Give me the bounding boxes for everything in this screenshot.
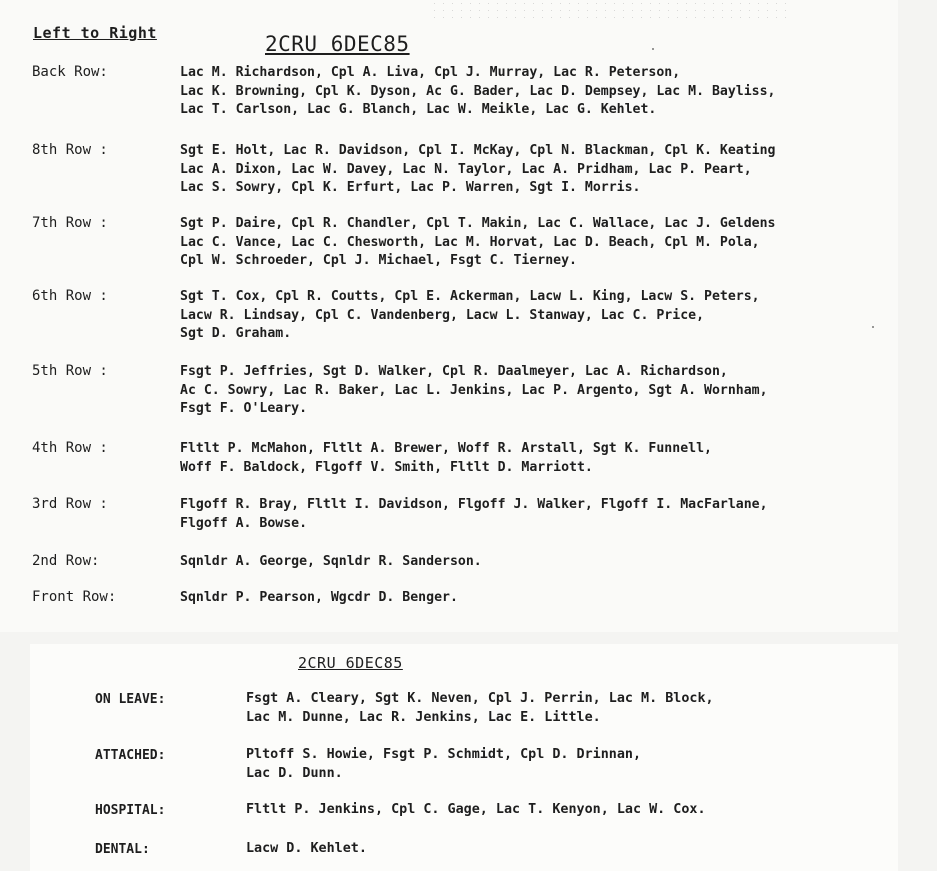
addendum-title: 2CRU 6DEC85 [298, 654, 403, 672]
name-line: Flgoff A. Bowse. [180, 515, 308, 531]
name-line: Pltoff S. Howie, Fsgt P. Schmidt, Cpl D. Drinnan, [246, 747, 642, 762]
section-label-on-leave: ON LEAVE: [95, 692, 166, 707]
name-line: Fltlt P. McMahon, Fltlt A. Brewer, Woff R. Arstall, Sgt K. Funnell, [180, 441, 712, 456]
row-label-back: Back Row: [32, 64, 108, 80]
section-label-dental: DENTAL: [95, 842, 150, 857]
name-line: Sgt E. Holt, Lac R. Davidson, Cpl I. McKay, Cpl N. Blackman, Cpl K. Keating [180, 143, 776, 158]
name-line: Lac K. Browning, Cpl K. Dyson, Ac G. Bader, Lac D. Dempsey, Lac M. Bayliss, [180, 83, 776, 99]
row-label-7th: 7th Row : [32, 215, 108, 231]
left-to-right-heading: Left to Right [33, 24, 157, 42]
row-names-7th [180, 215, 890, 271]
scan-speckle [430, 0, 790, 20]
name-line: Lacw D. Kehlet. [246, 841, 367, 856]
section-names-attached [246, 746, 886, 783]
roster-title: 2CRU 6DEC85 [265, 32, 410, 56]
row-names-front [180, 589, 890, 608]
section-names-hospital [246, 801, 886, 820]
row-label-4th: 4th Row : [32, 440, 108, 456]
section-label-attached: ATTACHED: [95, 748, 166, 763]
name-line: Lac A. Dixon, Lac W. Davey, Lac N. Taylor, Lac A. Pridham, Lac P. Peart, [180, 161, 752, 177]
name-line: Lac M. Richardson, Cpl A. Liva, Cpl J. Murray, Lac R. Peterson, [180, 65, 681, 80]
name-line: Cpl W. Schroeder, Cpl J. Michael, Fsgt C. Tierney. [180, 253, 577, 268]
name-line: Lac S. Sowry, Cpl K. Erfurt, Lac P. Warren, Sgt I. Morris. [180, 180, 641, 195]
name-line: Lac T. Carlson, Lac G. Blanch, Lac W. Meikle, Lac G. Kehlet. [180, 102, 657, 117]
row-label-5th: 5th Row : [32, 363, 108, 379]
name-line: Lac D. Dunn. [246, 765, 343, 781]
section-names-on-leave [246, 690, 886, 727]
name-line: Fltlt P. Jenkins, Cpl C. Gage, Lac T. Kenyon, Lac W. Cox. [246, 802, 706, 817]
name-line: Fsgt F. O'Leary. [180, 401, 308, 416]
row-names-6th [180, 288, 890, 344]
name-line: Flgoff R. Bray, Fltlt I. Davidson, Flgoff J. Walker, Flgoff I. MacFarlane, [180, 497, 768, 512]
row-label-3rd: 3rd Row : [32, 496, 108, 512]
name-line: Fsgt P. Jeffries, Sgt D. Walker, Cpl R. Daalmeyer, Lac A. Richardson, [180, 364, 728, 379]
name-line: Fsgt A. Cleary, Sgt K. Neven, Cpl J. Perrin, Lac M. Block, [246, 691, 714, 706]
name-line: Sgt D. Graham. [180, 326, 292, 341]
name-line: Lac C. Vance, Lac C. Chesworth, Lac M. Horvat, Lac D. Beach, Cpl M. Pola, [180, 234, 760, 250]
row-names-back [180, 64, 890, 120]
row-names-2nd [180, 553, 890, 572]
row-label-8th: 8th Row : [32, 142, 108, 158]
section-names-dental [246, 840, 886, 859]
name-line: Sqnldr A. George, Sqnldr R. Sanderson. [180, 554, 482, 569]
name-line: Sqnldr P. Pearson, Wgcdr D. Benger. [180, 590, 458, 605]
row-names-4th [180, 440, 890, 477]
name-line: Lacw R. Lindsay, Cpl C. Vandenberg, Lacw L. Stanway, Lac C. Price, [180, 307, 705, 323]
row-names-5th [180, 363, 890, 419]
scan-dot [652, 48, 654, 50]
name-line: Sgt T. Cox, Cpl R. Coutts, Cpl E. Ackerman, Lacw L. King, Lacw S. Peters, [180, 289, 760, 304]
row-label-6th: 6th Row : [32, 288, 108, 304]
name-line: Woff F. Baldock, Flgoff V. Smith, Fltlt D. Marriott. [180, 459, 593, 475]
row-names-8th [180, 142, 890, 198]
section-label-hospital: HOSPITAL: [95, 803, 166, 818]
row-label-2nd: 2nd Row: [32, 553, 100, 569]
row-label-front: Front Row: [32, 589, 117, 605]
name-line: Sgt P. Daire, Cpl R. Chandler, Cpl T. Makin, Lac C. Wallace, Lac J. Geldens [180, 216, 776, 231]
row-names-3rd [180, 496, 890, 533]
name-line: Ac C. Sowry, Lac R. Baker, Lac L. Jenkins, Lac P. Argento, Sgt A. Wornham, [180, 382, 768, 398]
name-line: Lac M. Dunne, Lac R. Jenkins, Lac E. Little. [246, 709, 601, 725]
